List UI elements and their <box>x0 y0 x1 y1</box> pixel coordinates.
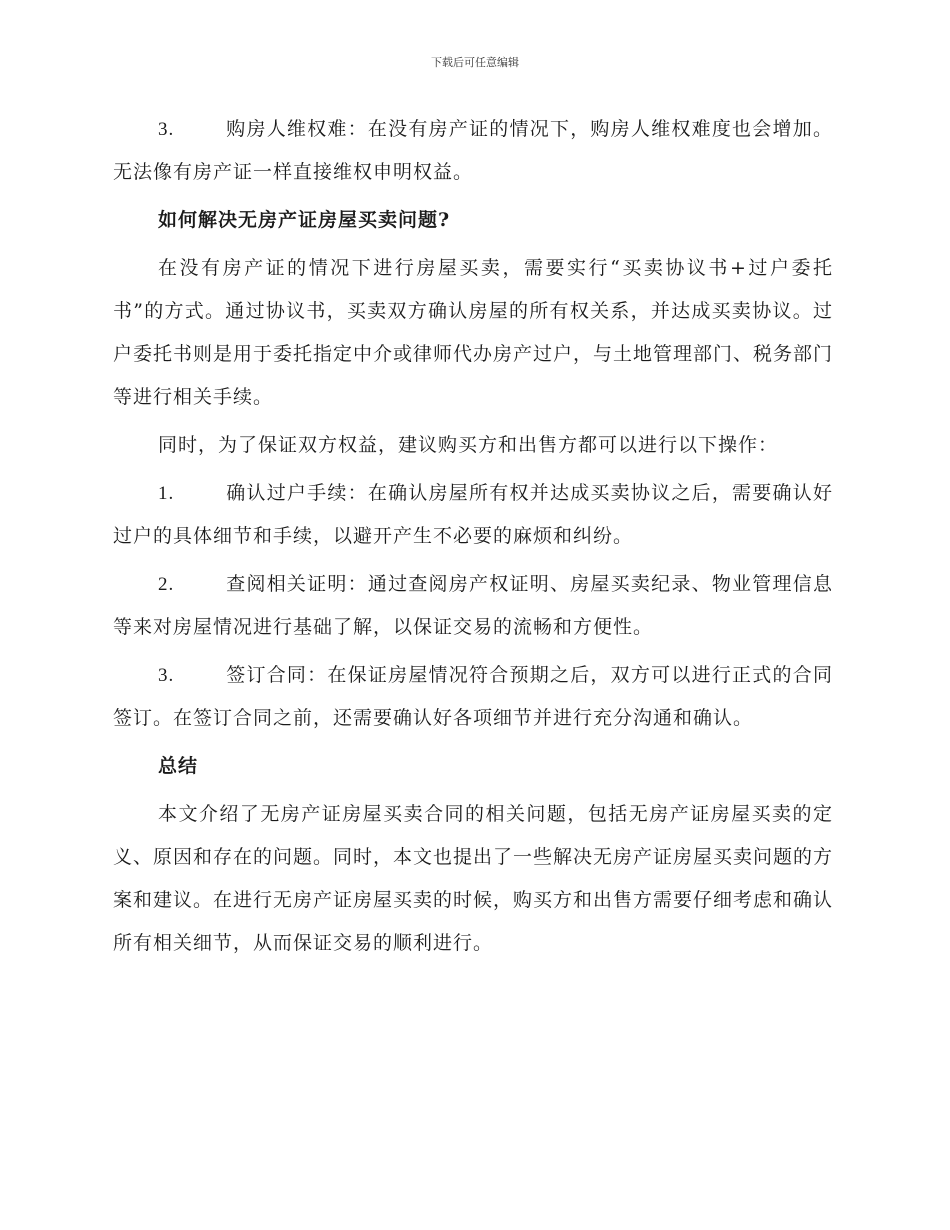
paragraph-summary: 本文介绍了无房产证房屋买卖合同的相关问题，包括无房产证房屋买卖的定义、原因和存在的问题。同时，本文也提出了一些解决无房产证房屋买卖问题的方案和建议。在进行无房产证房屋买卖的时候，购买方和出售方需要仔细考虑和确认所有相关细节，从而保证交易的顺利进行。 <box>113 803 834 954</box>
list-text: 签订合同：在保证房屋情况符合预期之后，双方可以进行正式的合同签订。在签订合同之前，还需要确认好各项细节并进行充分沟通和确认。 <box>113 664 833 729</box>
list-text: 购房人维权难：在没有房产证的情况下，购房人维权难度也会增加。无法像有房产证一样直接维权申明权益。 <box>113 118 833 183</box>
list-item-3 <box>113 654 833 740</box>
list-number: 3. <box>158 119 175 140</box>
document-body <box>113 108 833 970</box>
list-text: 确认过户手续：在确认房屋所有权并达成买卖协议之后，需要确认好过户的具体细节和手续，以避开产生不必要的麻烦和纠纷。 <box>113 482 833 547</box>
problem-item-3 <box>113 108 833 194</box>
paragraph-solve-1: 在没有房产证的情况下进行房屋买卖，需要实行“买卖协议书+过户委托书”的方式。通过协议书，买卖双方确认房屋的所有权关系，并达成买卖协议。过户委托书则是用于委托指定中介或律师代办房产过户，与土地管理部门、税务部门等进行相关手续。 <box>113 257 834 408</box>
list-item-2 <box>113 563 833 649</box>
list-number: 3. <box>158 665 175 686</box>
list-number: 2. <box>158 574 175 595</box>
section-heading-summary: 总结 <box>158 755 199 777</box>
section-heading-solve: 如何解决无房产证房屋买卖问题? <box>158 209 451 231</box>
list-number: 1. <box>158 483 175 504</box>
list-item-1 <box>113 472 833 558</box>
paragraph-solve-2: 同时，为了保证双方权益，建议购买方和出售方都可以进行以下操作： <box>158 434 779 456</box>
list-text: 查阅相关证明：通过查阅房产权证明、房屋买卖纪录、物业管理信息等来对房屋情况进行基础了解，以保证交易的流畅和方便性。 <box>113 573 833 638</box>
header-note: 下载后可任意编辑 <box>431 56 519 69</box>
